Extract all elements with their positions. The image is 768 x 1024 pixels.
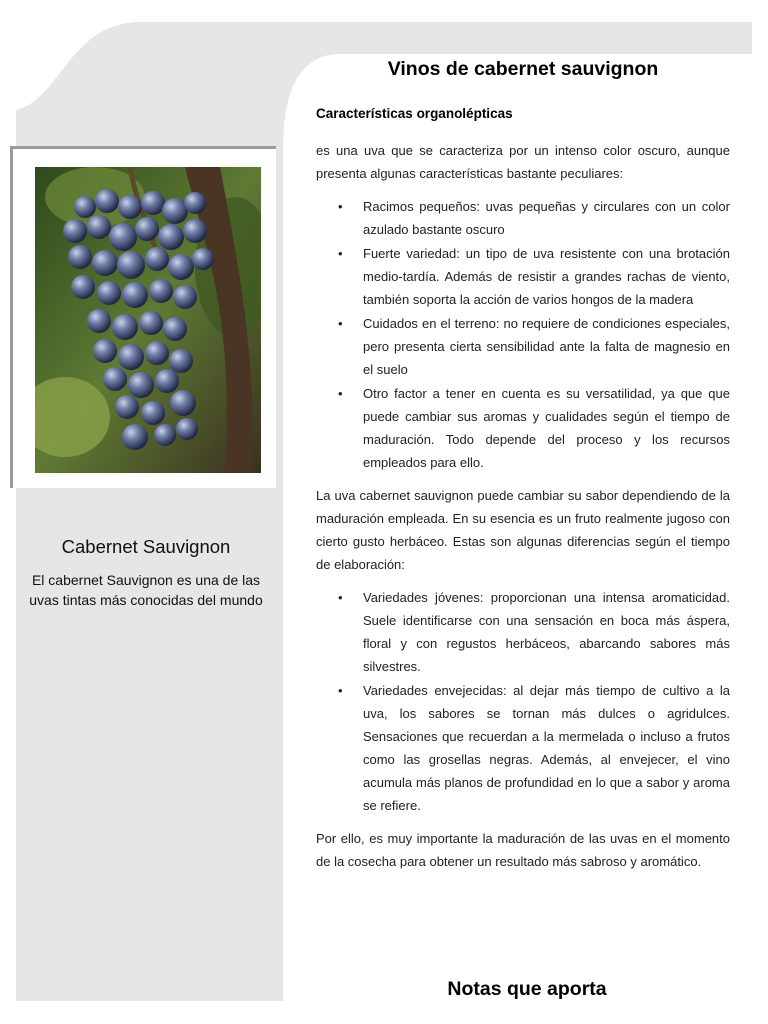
list-item [338, 586, 730, 678]
list-item-text: Variedades jóvenes: proporcionan una intensa aromaticidad. Suele identificarse con una sensación en boca más áspera, floral y con regustos herbáceos, abarcando sabores más silvestres. [363, 590, 730, 674]
list-item [338, 312, 730, 381]
sidebar-description: El cabernet Sauvignon es una de las uvas tintas más conocidas del mundo [29, 572, 263, 608]
bullet-icon: • [338, 246, 343, 261]
notes-heading: Notas que aporta [447, 978, 607, 1000]
article-body [316, 100, 730, 883]
list-item [338, 242, 730, 311]
grape-cluster-photo [35, 167, 261, 473]
list-item [338, 679, 730, 817]
sidebar-title: Cabernet Sauvignon [61, 536, 231, 557]
conclusion-paragraph: Por ello, es muy importante la maduración de las uvas en el momento de la cosecha para obtener un resultado más sabroso y aromático. [316, 831, 730, 869]
page-title: Vinos de cabernet sauvignon [387, 58, 659, 80]
list-item [338, 382, 730, 474]
bullet-icon: • [338, 386, 343, 401]
list-item-text: Fuerte variedad: un tipo de uva resistente con una brotación medio-tardía. Además de resistir a grandes rachas de viento, también soporta la acción de varios hongos de la madera [363, 246, 730, 307]
list-item-text: Racimos pequeños: uvas pequeñas y circulares con un color azulado bastante oscuro [363, 199, 730, 237]
flavor-paragraph: La uva cabernet sauvignon puede cambiar su sabor dependiendo de la maduración empleada. En su esencia es un fruto realmente jugoso con cierto gusto herbáceo. Estas son algunas diferencias según el tiempo de elaboración: [316, 488, 730, 572]
bullet-icon: • [338, 199, 343, 214]
bullet-icon: • [338, 590, 343, 605]
section-subtitle: Características organolépticas [316, 106, 513, 121]
list-item-text: Otro factor a tener en cuenta es su versatilidad, ya que que puede cambiar sus aromas y cualidades según el tiempo de maduración. Todo depende del proceso y los recursos empleados para ello. [363, 386, 730, 470]
intro-paragraph: es una uva que se caracteriza por un intenso color oscuro, aunque presenta algunas características bastante peculiares: [316, 143, 730, 181]
aging-list [316, 586, 730, 817]
list-item-text: Cuidados en el terreno: no requiere de condiciones especiales, pero presenta cierta sensibilidad ante la falta de magnesio en el suelo [363, 316, 730, 377]
bullet-icon: • [338, 683, 343, 698]
photo-frame [10, 146, 276, 488]
list-item [338, 195, 730, 241]
characteristics-list [316, 195, 730, 474]
list-item-text: Variedades envejecidas: al dejar más tiempo de cultivo a la uva, los sabores se tornan más dulces o agridulces. Sensaciones que recuerdan a la mermelada o incluso a frutos como las grosellas negras. Además, al envejecer, el vino acumula más planos de profundidad en lo que a sabor y aroma se refiere. [363, 683, 730, 813]
bullet-icon: • [338, 316, 343, 331]
